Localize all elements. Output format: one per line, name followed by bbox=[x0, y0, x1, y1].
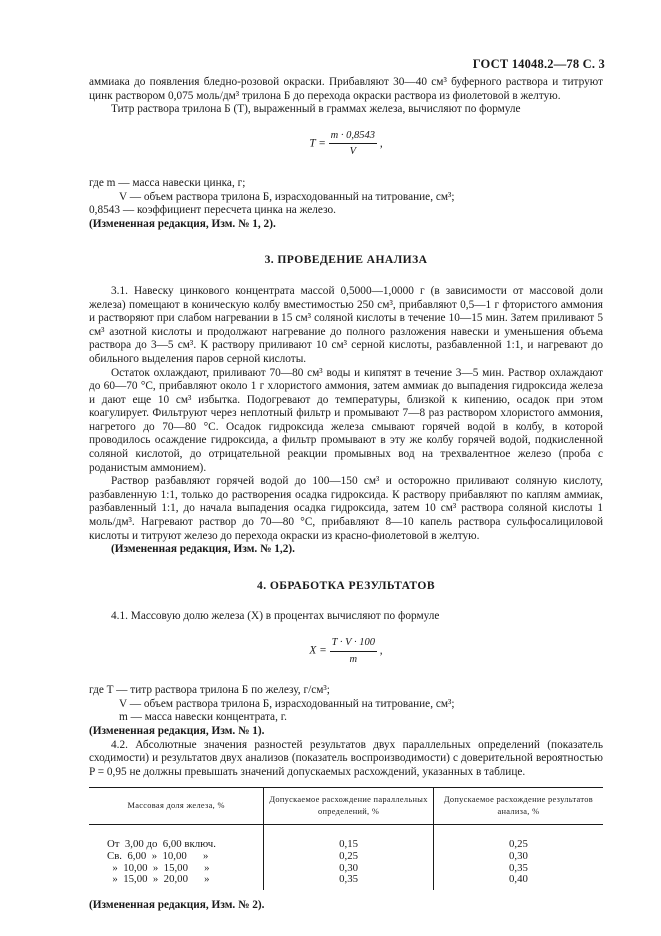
amendment-note: (Измененная редакция, Изм. № 1, 2). bbox=[89, 217, 276, 230]
table-row bbox=[89, 874, 603, 890]
mass-fraction-formula bbox=[89, 636, 603, 666]
legend-line: V — объем раствора трилона Б, израсходованный на титрование, см³; bbox=[119, 190, 455, 203]
section-heading-3: 3. ПРОВЕДЕНИЕ АНАЛИЗА bbox=[264, 253, 428, 267]
tolerance-table bbox=[89, 787, 603, 889]
formula-legend-2 bbox=[89, 684, 603, 725]
value-cell: 0,15 bbox=[264, 825, 434, 851]
amendment-note: (Измененная редакция, Изм. № 2). bbox=[89, 898, 265, 911]
formula-numerator: T · V · 100 bbox=[330, 636, 377, 652]
running-header: ГОСТ 14048.2—78 С. 3 bbox=[472, 57, 605, 71]
legend-line: 0,8543 — коэффициент пересчета цинка на железо. bbox=[89, 204, 336, 217]
column-header-iron-fraction: Массовая доля железа, % bbox=[89, 788, 264, 825]
legend-line: где T — титр раствора трилона Б по железу, г/см³; bbox=[89, 684, 330, 697]
formula-lhs: X = bbox=[309, 644, 327, 657]
table-row bbox=[89, 851, 603, 863]
column-header-analysis-tolerance: Допускаемое расхождение результатов анализа, % bbox=[433, 788, 603, 825]
formula-denominator: m bbox=[349, 653, 358, 665]
legend-line: где m — масса навески цинка, г; bbox=[89, 176, 246, 189]
range-cell: » 10,00 » 15,00 » bbox=[107, 861, 210, 874]
page-content bbox=[89, 76, 603, 912]
value-cell: 0,30 bbox=[433, 851, 603, 863]
value-cell: 0,30 bbox=[264, 863, 434, 875]
table-header-row bbox=[89, 788, 603, 825]
section-4-paragraph-2: 4.2. Абсолютные значения разностей результатов двух параллельных определений (показатель сходимости) и результатов двух анализов (показатель воспроизводимости) с доверительной вероятностью P = 0,95 не должны превышать значений допускаемых расхождений, указанных в таблице. bbox=[89, 738, 603, 778]
formula-numerator: m · 0,8543 bbox=[329, 129, 377, 145]
formula-tail: , bbox=[379, 644, 383, 657]
column-header-parallel-tolerance: Допускаемое расхождение параллельных определений, % bbox=[264, 788, 434, 825]
legend-line: m — масса навески концентрата, г. bbox=[119, 711, 287, 724]
range-cell: Св. 6,00 » 10,00 » bbox=[107, 849, 209, 862]
value-cell: 0,35 bbox=[433, 863, 603, 875]
legend-line: V — объем раствора трилона Б, израсходованный на титрование, см³; bbox=[119, 697, 455, 710]
titre-formula bbox=[89, 129, 603, 159]
amendment-note: (Измененная редакция, Изм. № 1). bbox=[89, 724, 265, 737]
formula-lhs: T = bbox=[309, 137, 326, 150]
formula-tail: , bbox=[379, 137, 383, 150]
value-cell: 0,25 bbox=[264, 851, 434, 863]
value-cell: 0,25 bbox=[433, 825, 603, 851]
table-row bbox=[89, 825, 603, 851]
value-cell: 0,40 bbox=[433, 874, 603, 890]
intro-paragraph-1: аммиака до появления бледно-розовой окраски. Прибавляют 30—40 см³ буферного раствора и титруют цинк раствором 0,075 моль/дм³ трилона Б до перехода окраски раствора из фиолетовой в желтую. bbox=[89, 76, 603, 102]
intro-paragraph-2: Титр раствора трилона Б (T), выраженный в граммах железа, вычисляют по формуле bbox=[111, 103, 521, 116]
section-3-paragraph-3: Раствор разбавляют горячей водой до 100—150 см³ и осторожно приливают соляную кислоту, разбавленную 1:1, только до растворения осадка гидроксида. К раствору прибавляют по каплям аммиак, разбавленный 1:1, до начала выпадения осадка гидроксида, затем 10 см³ раствора соляной кислоты 1 моль/дм³. Нагревают раствор до 70—80 °С, прибавляют 8—10 капель раствора сульфосалициловой кислоты и титруют железо до перехода окраски из красно-фиолетовой в желтую. bbox=[89, 475, 603, 542]
amendment-note: (Измененная редакция, Изм. № 1,2). bbox=[111, 543, 295, 556]
range-cell: » 15,00 » 20,00 » bbox=[107, 873, 210, 886]
section-heading-4: 4. ОБРАБОТКА РЕЗУЛЬТАТОВ bbox=[257, 578, 435, 592]
range-cell: От 3,00 до 6,00 включ. bbox=[107, 838, 216, 851]
value-cell: 0,35 bbox=[264, 874, 434, 890]
formula-fraction bbox=[330, 636, 377, 666]
section-4-paragraph-1: 4.1. Массовую долю железа (X) в процентах вычисляют по формуле bbox=[111, 610, 440, 623]
section-3-paragraph-2: Остаток охлаждают, приливают 70—80 см³ воды и кипятят в течение 3—5 мин. Раствор охлаждают до 60—70 °С, прибавляют около 1 г хлористого аммония, затем аммиак до выпадения гидроксида железа и дают еще 10 см³ избытка. Подогревают до температуры, близкой к кипению, осадок при этом коагулирует. Фильтруют через неплотный фильтр и промывают 7—8 раз раствором хлористого аммония, нагретого до 70—80 °С. Осадок гидроксида железа смывают горячей водой в колбу, в которой проводилось осаждение гидроксида, а фильтр промывают в эту же колбу горячей водой, подкисленной соляной кислотой, до отрицательной реакции промывных вод на трехвалентное железо (проба с роданистым аммонием). bbox=[89, 366, 603, 474]
formula-fraction bbox=[329, 129, 377, 159]
section-3-paragraph-1: 3.1. Навеску цинкового концентрата массой 0,5000—1,0000 г (в зависимости от массовой доли железа) помещают в коническую колбу вместимостью 250 см³, прибавляют 0,5—1 г фтористого аммония и растворяют при слабом нагревании в 15 см³ соляной кислоты в течение 10—15 мин. Затем приливают 5 см³ азотной кислоты и продолжают нагревание до полного разложения навески и уменьшения объема раствора до 3—5 см³. К раствору приливают 10 см³ серной кислоты, разбавленной 1:1, и нагревают до обильного выделения паров серной кислоты. bbox=[89, 284, 603, 365]
formula-denominator: V bbox=[349, 146, 357, 158]
formula-legend-1 bbox=[89, 177, 603, 218]
